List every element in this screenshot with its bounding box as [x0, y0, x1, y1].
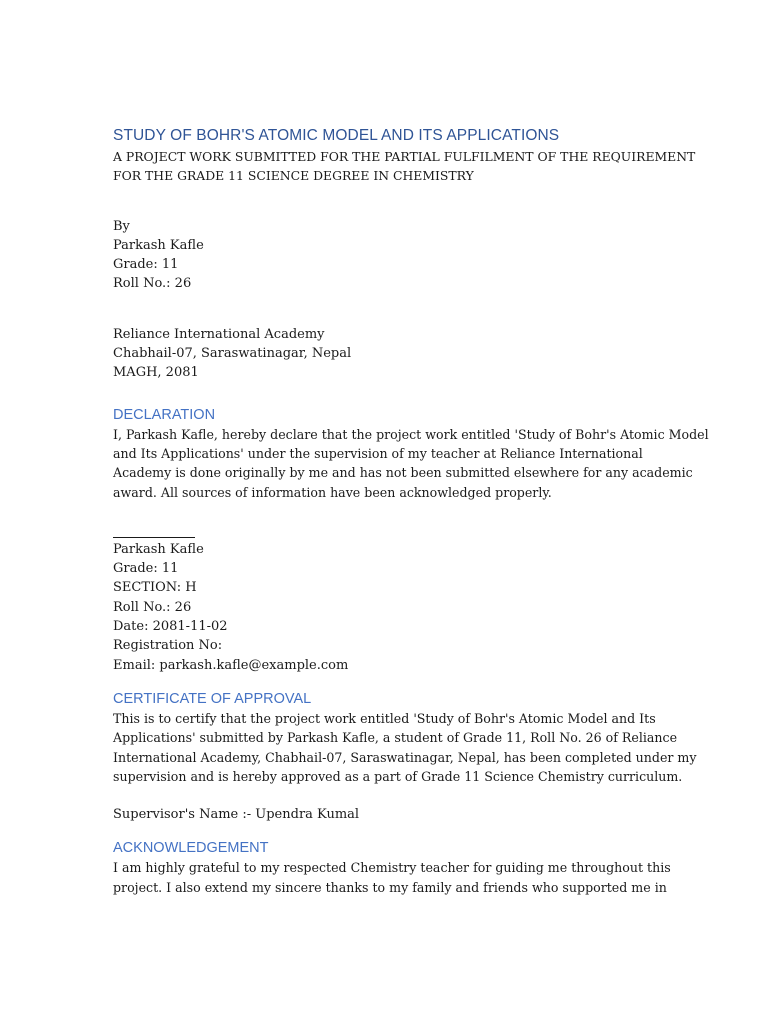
declaration-line: award. All sources of information have been acknowledged properly. — [113, 484, 552, 500]
subtitle-line: FOR THE GRADE 11 SCIENCE DEGREE IN CHEMISTRY — [113, 168, 474, 184]
signature-section: SECTION: H — [113, 580, 197, 596]
certificate-line: This is to certify that the project work entitled 'Study of Bohr's Atomic Model and Its — [113, 710, 656, 726]
author-grade: Grade: 11 — [113, 257, 179, 273]
signature-roll: Roll No.: 26 — [113, 599, 192, 615]
declaration-heading: DECLARATION — [113, 406, 216, 423]
certificate-line: supervision and is hereby approved as a part of Grade 11 Science Chemistry curriculum. — [113, 768, 683, 784]
author-block — [113, 217, 673, 294]
declaration-line: and Its Applications' under the supervision of my teacher at Reliance International — [113, 445, 643, 461]
document-page — [113, 126, 709, 897]
institution-address: Chabhail-07, Saraswatinagar, Nepal — [113, 346, 352, 362]
subtitle-line: A PROJECT WORK SUBMITTED FOR THE PARTIAL FULFILMENT OF THE REQUIREMENT — [113, 149, 696, 164]
acknowledgement-line: project. I also extend my sincere thanks to my family and friends who supported me in — [113, 879, 667, 895]
certificate-text — [113, 709, 697, 786]
acknowledgement-text — [113, 858, 673, 897]
signature-block — [113, 540, 673, 675]
document-subtitle — [113, 147, 696, 186]
signature-grade: Grade: 11 — [113, 561, 179, 577]
institution-name: Reliance International Academy — [113, 326, 325, 342]
certificate-line: International Academy, Chabhail-07, Saraswatinagar, Nepal, has been completed under my — [113, 749, 697, 765]
author-name: Parkash Kafle — [113, 237, 204, 253]
acknowledgement-line: I am highly grateful to my respected Chemistry teacher for guiding me throughout this — [113, 860, 671, 876]
institution-block — [113, 325, 673, 383]
document-title: STUDY OF BOHR'S ATOMIC MODEL AND ITS APPLICATIONS — [113, 127, 560, 144]
signature-registration: Registration No: — [113, 638, 223, 654]
signature-name: Parkash Kafle — [113, 541, 204, 557]
signature-date: Date: 2081-11-02 — [113, 619, 228, 635]
certificate-line: Applications' submitted by Parkash Kafle, a student of Grade 11, Roll No. 26 of Reliance — [113, 730, 678, 746]
declaration-text — [113, 425, 709, 502]
acknowledgement-heading: ACKNOWLEDGEMENT — [113, 840, 269, 857]
author-by: By — [113, 218, 130, 234]
declaration-line: Academy is done originally by me and has not been submitted elsewhere for any academic — [113, 465, 693, 481]
submission-date: MAGH, 2081 — [113, 365, 199, 381]
signature-line — [113, 537, 195, 538]
signature-email: Email: parkash.kafle@example.com — [113, 657, 349, 673]
supervisor-name: Supervisor's Name :- Upendra Kumal — [113, 807, 360, 823]
certificate-heading: CERTIFICATE OF APPROVAL — [113, 690, 312, 707]
author-roll: Roll No.: 26 — [113, 276, 192, 292]
declaration-line: I, Parkash Kafle, hereby declare that the project work entitled 'Study of Bohr's Atomic Model — [113, 426, 709, 442]
